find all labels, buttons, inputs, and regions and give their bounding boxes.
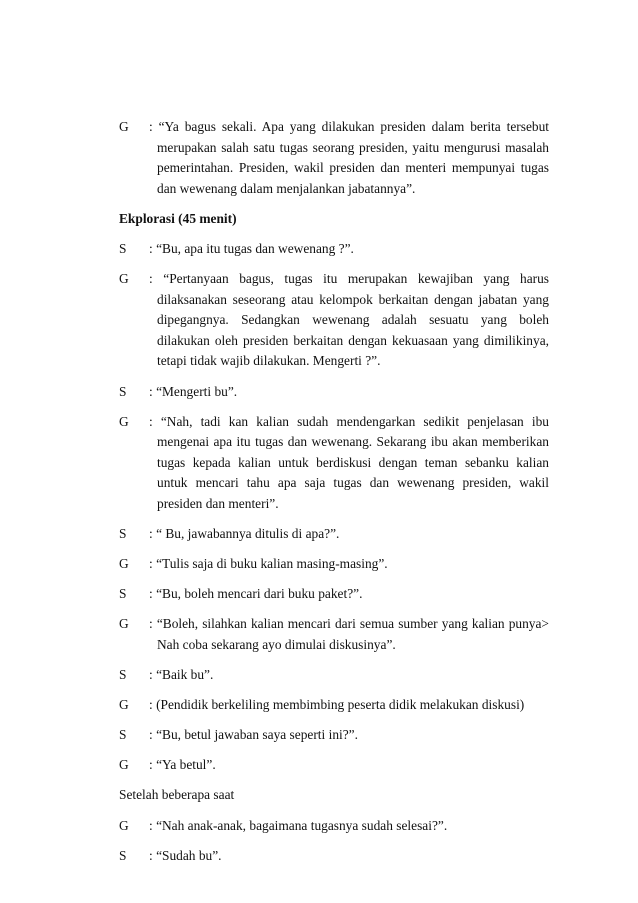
dialog-line: [119, 412, 549, 515]
dialog-line: [119, 665, 549, 686]
dialog-line: [119, 584, 549, 605]
dialog-line: [119, 614, 549, 655]
dialog-text: : “Nah anak-anak, bagaimana tugasnya sudah selesai?”.: [149, 817, 448, 833]
dialog-text: : “Bu, boleh mencari dari buku paket?”.: [149, 586, 363, 602]
dialog-line: [119, 269, 549, 372]
speaker-label: G: [119, 697, 129, 713]
speaker-label: G: [119, 119, 129, 134]
dialog-text: : “Sudah bu”.: [149, 847, 222, 863]
speaker-label: S: [119, 526, 127, 542]
dialog-line: [119, 816, 549, 837]
dialog-line: [119, 554, 549, 575]
dialog-line: [119, 117, 549, 199]
speaker-label: S: [119, 667, 127, 683]
dialog-line: [119, 382, 549, 403]
dialog-text: : “Tulis saja di buku kalian masing-masing”.: [149, 556, 388, 572]
dialog-line: [119, 524, 549, 545]
dialog-text: : (Pendidik berkeliling membimbing peserta didik melakukan diskusi): [149, 697, 525, 713]
dialog-text: : “Ya betul”.: [149, 757, 216, 773]
speaker-label: G: [119, 757, 129, 773]
speaker-label: S: [119, 383, 127, 399]
speaker-label: G: [119, 413, 129, 429]
speaker-label: G: [119, 616, 129, 632]
dialog-text: : “ Bu, jawabannya ditulis di apa?”.: [149, 526, 340, 542]
dialog-text: : “Pertanyaan bagus, tugas itu merupakan kewajiban yang harus dilaksanakan seseorang atau kelompok berkaitan dengan jabatan yang dipegangnya. Sedangkan wewenang adalah sesuatu yang boleh dilakukan oleh presiden berkaitan dengan kekuasaan yang dimilikinya, tetapi tidak wajib dilakukan. Mengerti ?”.: [149, 271, 549, 369]
dialog-line: [119, 846, 549, 867]
speaker-label: S: [119, 727, 127, 743]
speaker-label: G: [119, 271, 129, 287]
dialog-text: : “Boleh, silahkan kalian mencari dari semua sumber yang kalian punya> Nah coba sekarang ayo dimulai diskusinya”.: [149, 616, 549, 652]
speaker-label: S: [119, 240, 127, 256]
speaker-label: S: [119, 586, 127, 602]
speaker-label: G: [119, 556, 129, 572]
dialog-line: [119, 239, 549, 260]
dialog-line: [119, 695, 549, 716]
dialog-line: [119, 755, 549, 776]
section-heading: Ekplorasi (45 menit): [119, 210, 237, 226]
dialog-text: : “Mengerti bu”.: [149, 383, 238, 399]
dialog-text: : “Bu, apa itu tugas dan wewenang ?”.: [149, 240, 354, 256]
dialog-text: : “Nah, tadi kan kalian sudah mendengarkan sedikit penjelasan ibu mengenai apa itu tugas dan wewenang. Sekarang ibu akan memberikan tugas kepada kalian untuk berdiskusi dengan teman sebanku kalian untuk mencari tahu apa saja tugas dan wewenang presiden, wakil presiden dan menteri”.: [149, 413, 549, 511]
narration-text: Setelah beberapa saat: [119, 787, 235, 803]
dialog-text: : “Baik bu”.: [149, 667, 214, 683]
speaker-label: S: [119, 847, 127, 863]
dialog-line: [119, 725, 549, 746]
dialog-text: : “Ya bagus sekali. Apa yang dilakukan presiden dalam berita tersebut merupakan salah satu tugas seorang presiden, yaitu mengurusi masalah pemerintahan. Presiden, wakil presiden dan menteri mempunyai tugas dan wewenang dalam menjalankan jabatannya”.: [149, 119, 549, 196]
speaker-label: G: [119, 817, 129, 833]
dialog-text: : “Bu, betul jawaban saya seperti ini?”.: [149, 727, 358, 743]
dialog-transcript: [119, 117, 549, 876]
